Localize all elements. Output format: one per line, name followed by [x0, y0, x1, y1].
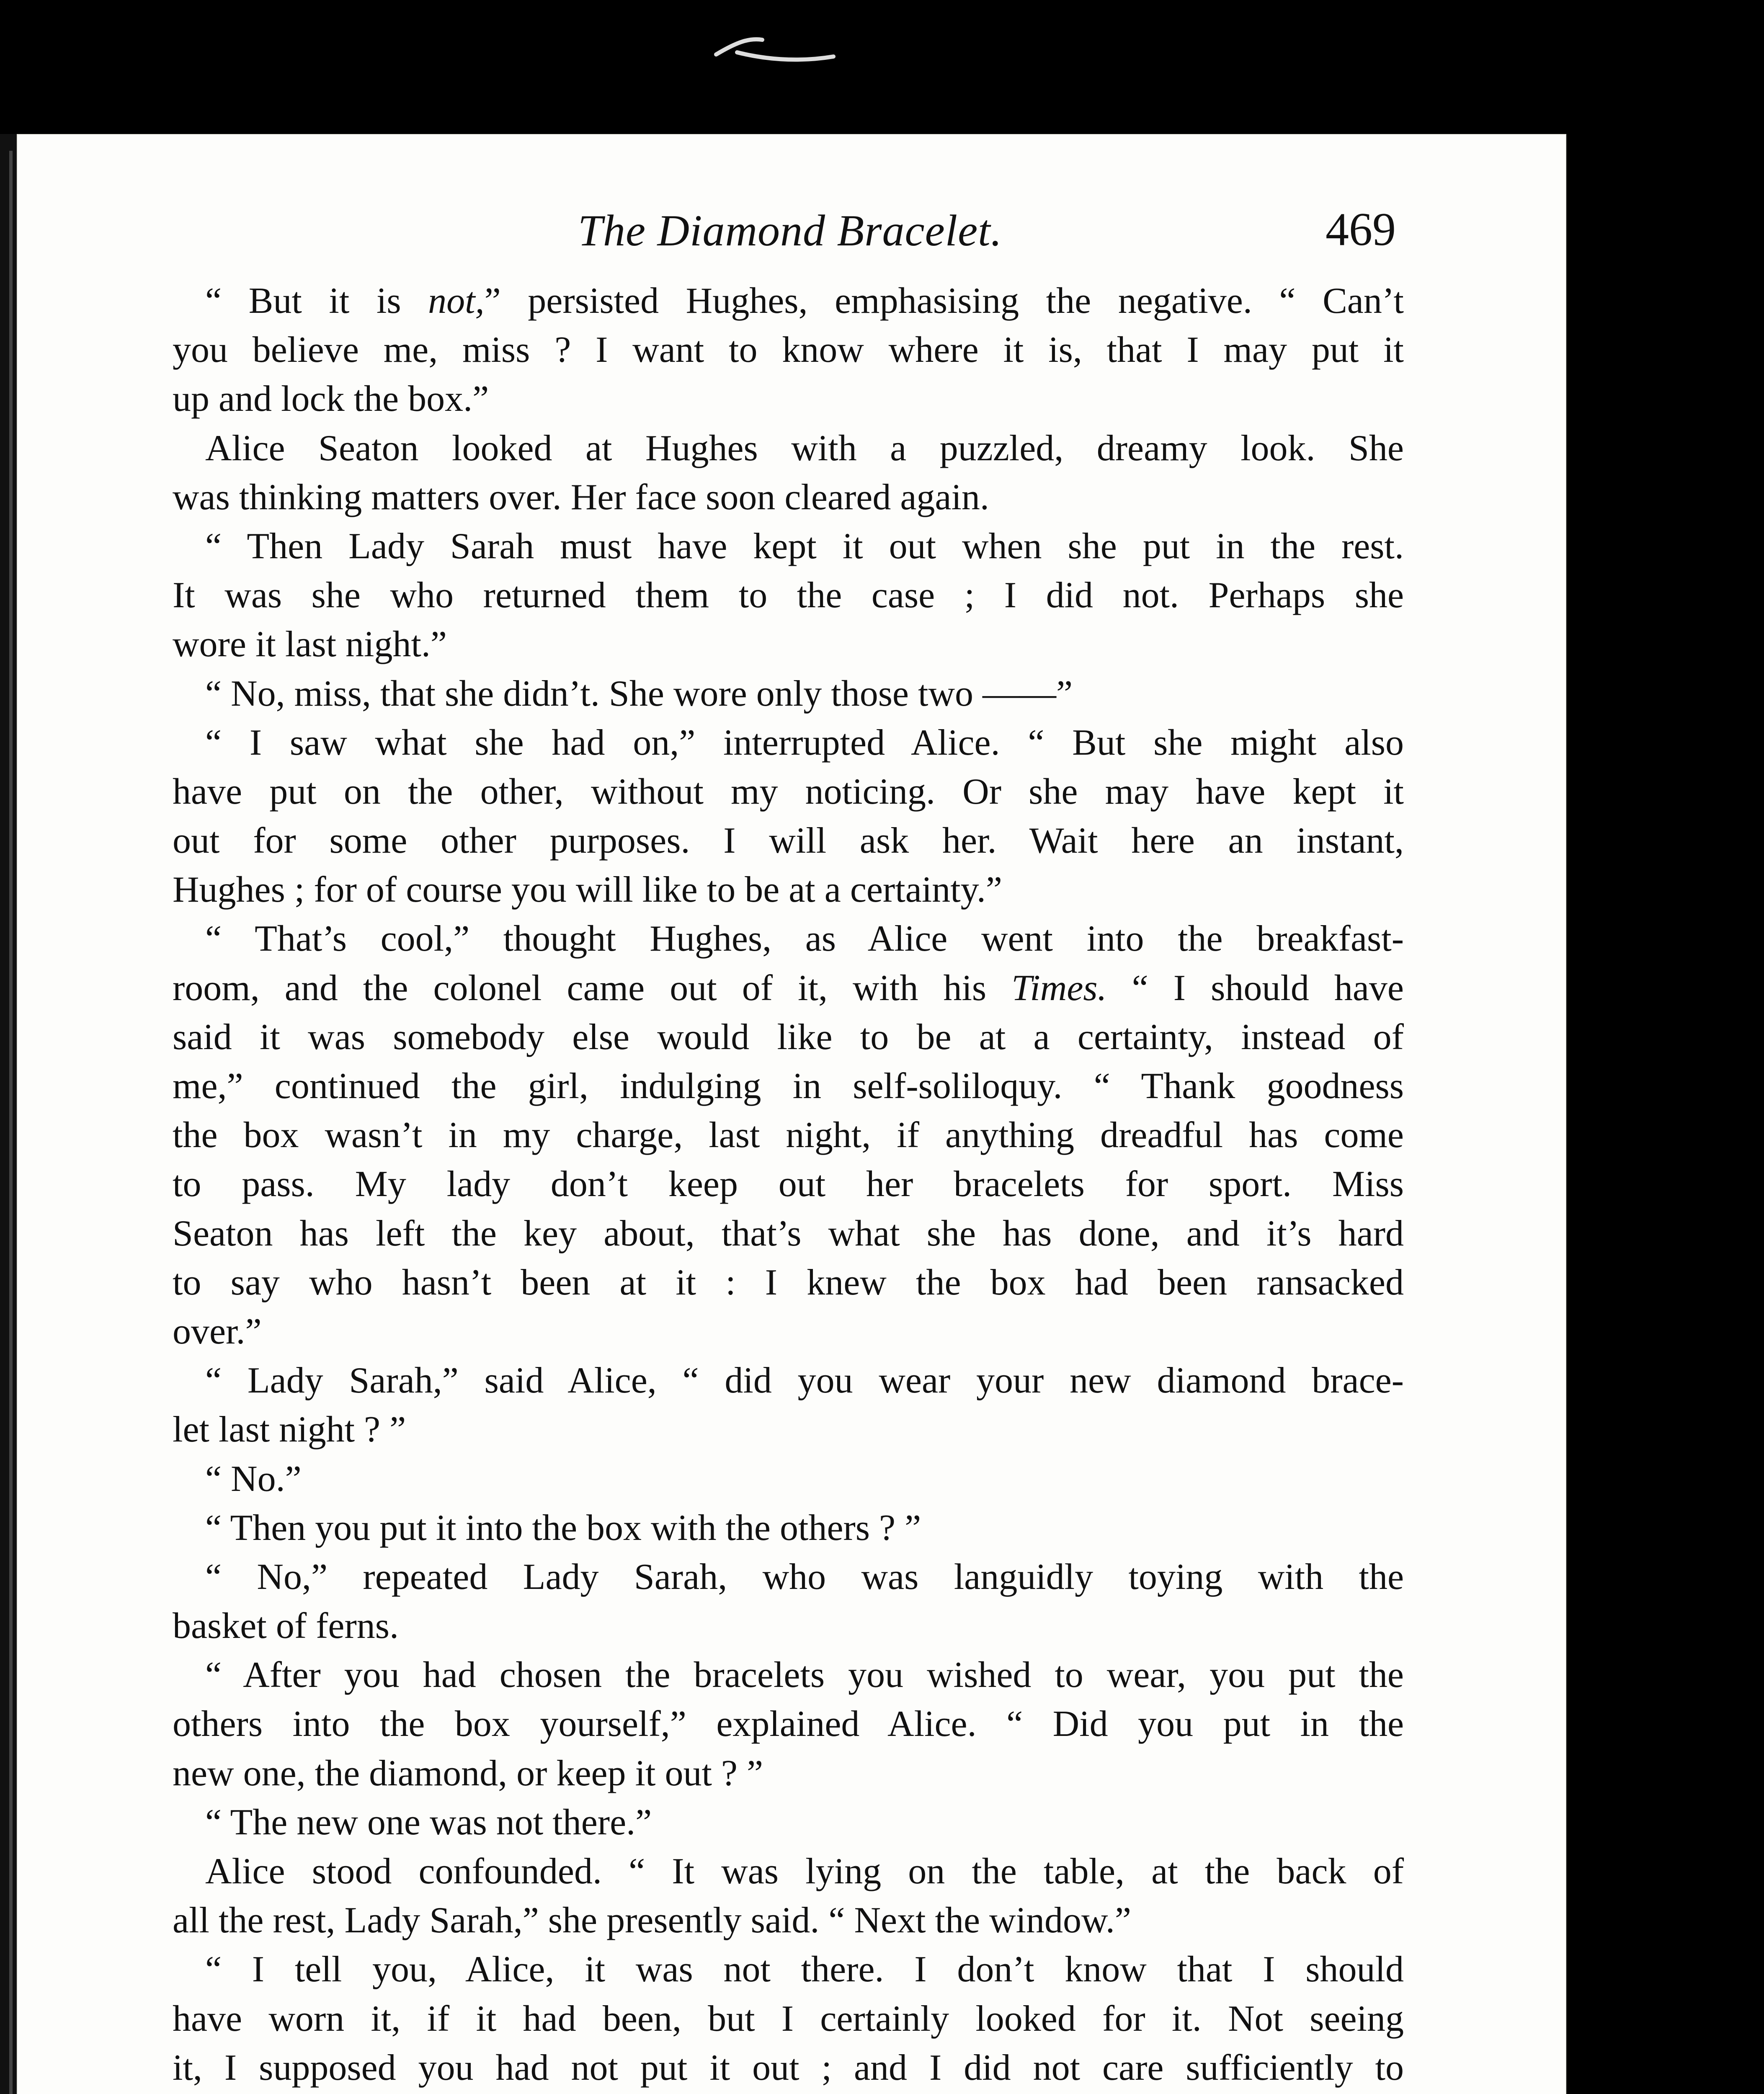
running-head: [17, 205, 1566, 260]
text-line: “ After you had chosen the bracelets you wished to wear, you put the: [205, 1655, 1404, 1696]
emphasis: not,: [428, 281, 485, 321]
text-line: have worn it, if it had been, but I certainly looked for it. Not seeing: [173, 1998, 1404, 2039]
text-line: “ I tell you, Alice, it was not there. I don’t know that I should: [205, 1949, 1404, 1990]
page-number: 469: [1326, 204, 1396, 255]
text-line: was thinking matters over. Her face soon cleared again.: [173, 477, 989, 518]
text-line: Alice Seaton looked at Hughes with a puzzled, dreamy look. She: [205, 428, 1404, 469]
body-text: [173, 276, 1404, 2094]
text-line: others into the box yourself,” explained Alice. “ Did you put in the: [173, 1704, 1404, 1745]
text-line: “ Then you put it into the box with the others ? ”: [205, 1507, 921, 1548]
text-line: “ No, miss, that she didn’t. She wore only those two ——”: [205, 673, 1073, 714]
text-line: all the rest, Lady Sarah,” she presently said. “ Next the window.”: [173, 1900, 1131, 1941]
text-line: “ But it is not,” persisted Hughes, emphasising the negative. “ Can’t: [205, 281, 1404, 321]
text-line: “ The new one was not there.”: [205, 1802, 652, 1843]
text-line: “ Then Lady Sarah must have kept it out when she put in the rest.: [205, 526, 1404, 567]
text-line: to say who hasn’t been at it : I knew the box had been ransacked: [173, 1262, 1404, 1303]
text-line: “ No,” repeated Lady Sarah, who was languidly toying with the: [205, 1556, 1404, 1597]
spine-edge: [9, 151, 13, 2094]
text-line: basket of ferns.: [173, 1606, 399, 1647]
text-line: over.”: [173, 1311, 262, 1352]
book-spine: [0, 134, 17, 2094]
text-line: it, I supposed you had not put it out ; and I did not care sufficiently to: [173, 2047, 1404, 2088]
text-line: have put on the other, without my noticing. Or she may have kept it: [173, 771, 1404, 812]
text-line: Seaton has left the key about, that’s what she has done, and it’s hard: [173, 1213, 1404, 1254]
running-head-title: The Diamond Bracelet.: [578, 206, 1003, 255]
text-line: let last night ? ”: [173, 1409, 406, 1450]
text-line: to pass. My lady don’t keep out her bracelets for sport. Miss: [173, 1164, 1404, 1205]
text-line: [173, 2092, 1404, 2094]
text-line: said it was somebody else would like to be at a certainty, instead of: [173, 1016, 1404, 1057]
text-line: the box wasn’t in my charge, last night, if anything dreadful has come: [173, 1115, 1404, 1156]
text-line: out for some other purposes. I will ask her. Wait here an instant,: [173, 820, 1404, 861]
pen-mark-icon: [712, 29, 838, 67]
text-line: wore it last night.”: [173, 624, 447, 665]
text-line: “ I saw what she had on,” interrupted Alice. “ But she might also: [205, 722, 1404, 763]
text-line: me,” continued the girl, indulging in self-soliloquy. “ Thank goodness: [173, 1066, 1404, 1106]
emphasis: Times.: [1011, 967, 1107, 1008]
text-line: you believe me, miss ? I want to know where it is, that I may put it: [173, 330, 1404, 371]
text-line: “ No.”: [205, 1458, 302, 1499]
book-page: [17, 134, 1566, 2094]
text-line: “ That’s cool,” thought Hughes, as Alice went into the breakfast-: [205, 918, 1404, 959]
text-line: It was she who returned them to the case ; I did not. Perhaps she: [173, 575, 1404, 616]
text-line: “ Lady Sarah,” said Alice, “ did you wear your new diamond brace-: [205, 1360, 1404, 1401]
text-line: up and lock the box.”: [173, 379, 489, 420]
text-line: room, and the colonel came out of it, with his Times. “ I should have: [173, 967, 1404, 1008]
text-line: new one, the diamond, or keep it out ? ”: [173, 1753, 763, 1794]
text-line: Hughes ; for of course you will like to be at a certainty.”: [173, 869, 1002, 910]
text-line: Alice stood confounded. “ It was lying on the table, at the back of: [205, 1851, 1404, 1892]
